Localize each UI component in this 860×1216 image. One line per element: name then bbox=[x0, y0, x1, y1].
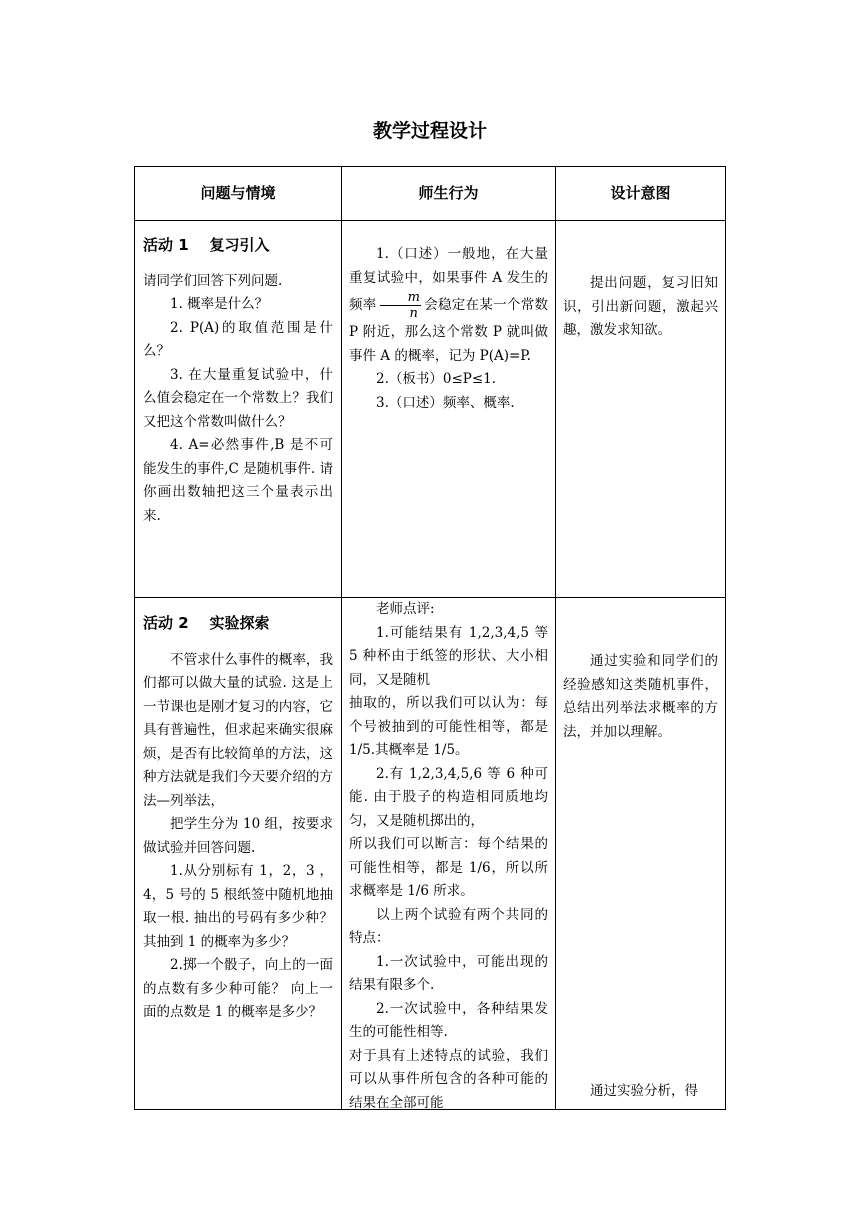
common-features: 以上两个试验有两个共同的特点： bbox=[349, 906, 548, 946]
activity2-intent-2: 通过实验分析，得 bbox=[590, 1083, 698, 1099]
activity2-heading: 活动 2 实验探索 bbox=[143, 614, 270, 632]
comment-1-a: 1.可能结果有 1,2,3,4,5 等 5 种杯由于纸签的形状、大小相同，又是随机 bbox=[349, 624, 548, 688]
table-border-right bbox=[725, 166, 726, 1110]
page-title: 教学过程设计 bbox=[372, 120, 487, 142]
teacher-statement-3: 3.（口述）频率、概率. bbox=[376, 394, 515, 411]
fraction-numerator: m bbox=[380, 290, 421, 306]
question-3: 3. 在大量重复试验中，什么值会稳定在一个常数上？我们又把这个常数叫做什么？ bbox=[143, 366, 333, 430]
question-1: 1. 概率是什么？ bbox=[170, 296, 269, 312]
header-problem: 问题与情境 bbox=[200, 184, 276, 202]
activity1-intro: 请同学们回答下列问题. bbox=[143, 272, 283, 289]
header-intent: 设计意图 bbox=[610, 184, 671, 202]
fraction-denominator: n bbox=[409, 306, 418, 321]
table-border-left bbox=[134, 166, 135, 1110]
activity2-intent-continued bbox=[563, 1080, 718, 1104]
activity1-behavior-cell bbox=[349, 243, 548, 415]
header-behavior: 师生行为 bbox=[418, 184, 479, 202]
comment-2-b: 所以我们可以断言：每个结果的可能性相等，都是 1/6，所以所求概率是 1/6 所求。 bbox=[349, 836, 548, 899]
teacher-comment-label: 老师点评: bbox=[376, 601, 435, 617]
comment-1-b: 抽取的，所以我们可以认为：每个号被抽到的可能性相等，都是 1/5.其概率是 1/5。 bbox=[349, 695, 548, 758]
column-divider-1 bbox=[341, 166, 342, 1110]
question-4: 4. A=必然事件,B 是不可能发生的事件,C 是随机事件. 请你画出数轴把这三个量表示出来. bbox=[143, 437, 333, 524]
activity1-intent-cell bbox=[563, 272, 718, 343]
teacher-statement-1-part-b: 会稳定在某一个常数 P 附近，那么这个常数 P 就叫做事件 A 的概率，记为 P(A)=P. bbox=[349, 297, 549, 364]
activity2-paragraph-1: 不管求什么事件的概率，我们都可以做大量的试验. 这是上一节课也是刚才复习的内容，它具有普遍性，但求起来确实很麻烦，是否有比较简单的方法，这种方法就是我们今天要介绍的方法—列举法， bbox=[143, 651, 333, 809]
question-2: 2. P(A)的取值范围是什么？ bbox=[143, 319, 333, 359]
activity1-problem-cell bbox=[143, 234, 333, 528]
feature-1: 1.一次试验中，可能出现的结果有限多个. bbox=[349, 953, 548, 993]
feature-2: 2.一次试验中，各种结果发生的可能性相等. bbox=[349, 1000, 548, 1040]
teacher-statement-1 bbox=[349, 243, 548, 368]
activity2-question-1: 1.从分别标有 1，2，3 ，4，5 号的 5 根纸签中随机地抽取一根. 抽出的号码有多少种？ 其抽到 1 的概率为多少？ bbox=[143, 863, 333, 950]
comment-conclusion: 对于具有上述特点的试验，我们可以从事件所包含的各种可能的结果在全部可能 bbox=[349, 1047, 548, 1111]
activity1-heading: 活动 1 复习引入 bbox=[143, 236, 270, 254]
column-divider-2 bbox=[555, 166, 556, 1110]
teacher-statement-1-part-a: 1.（口述）一般地，在大量重复试验中，如果事件 A 发生的频率 bbox=[349, 246, 548, 313]
activity2-question-2: 2.掷一个骰子，向上的一面的点数有多少种可能？ 向上一面的点数是 1 的概率是多少？ bbox=[143, 957, 333, 1020]
activity1-intent: 提出问题，复习旧知识，引出新问题，激起兴趣，激发求知欲。 bbox=[563, 275, 718, 338]
activity2-paragraph-2: 把学生分为 10 组，按要求做试验并回答问题. bbox=[143, 816, 333, 856]
header-divider bbox=[134, 220, 726, 221]
activity2-problem-cell bbox=[143, 612, 333, 1025]
comment-2-a: 2.有 1,2,3,4,5,6 等 6 种可能. 由于股子的构造相同质地均匀，又是随机掷出的， bbox=[349, 765, 548, 829]
activity2-intent: 通过实验和同学们的经验感知这类随机事件，总结出列举法求概率的方法，并加以理解。 bbox=[563, 653, 718, 740]
activity2-intent-cell bbox=[563, 650, 718, 744]
frequency-fraction bbox=[380, 290, 421, 321]
teacher-statement-2: 2.（板书）0≤P≤1. bbox=[376, 371, 497, 387]
activity2-behavior-cell bbox=[349, 598, 548, 1115]
